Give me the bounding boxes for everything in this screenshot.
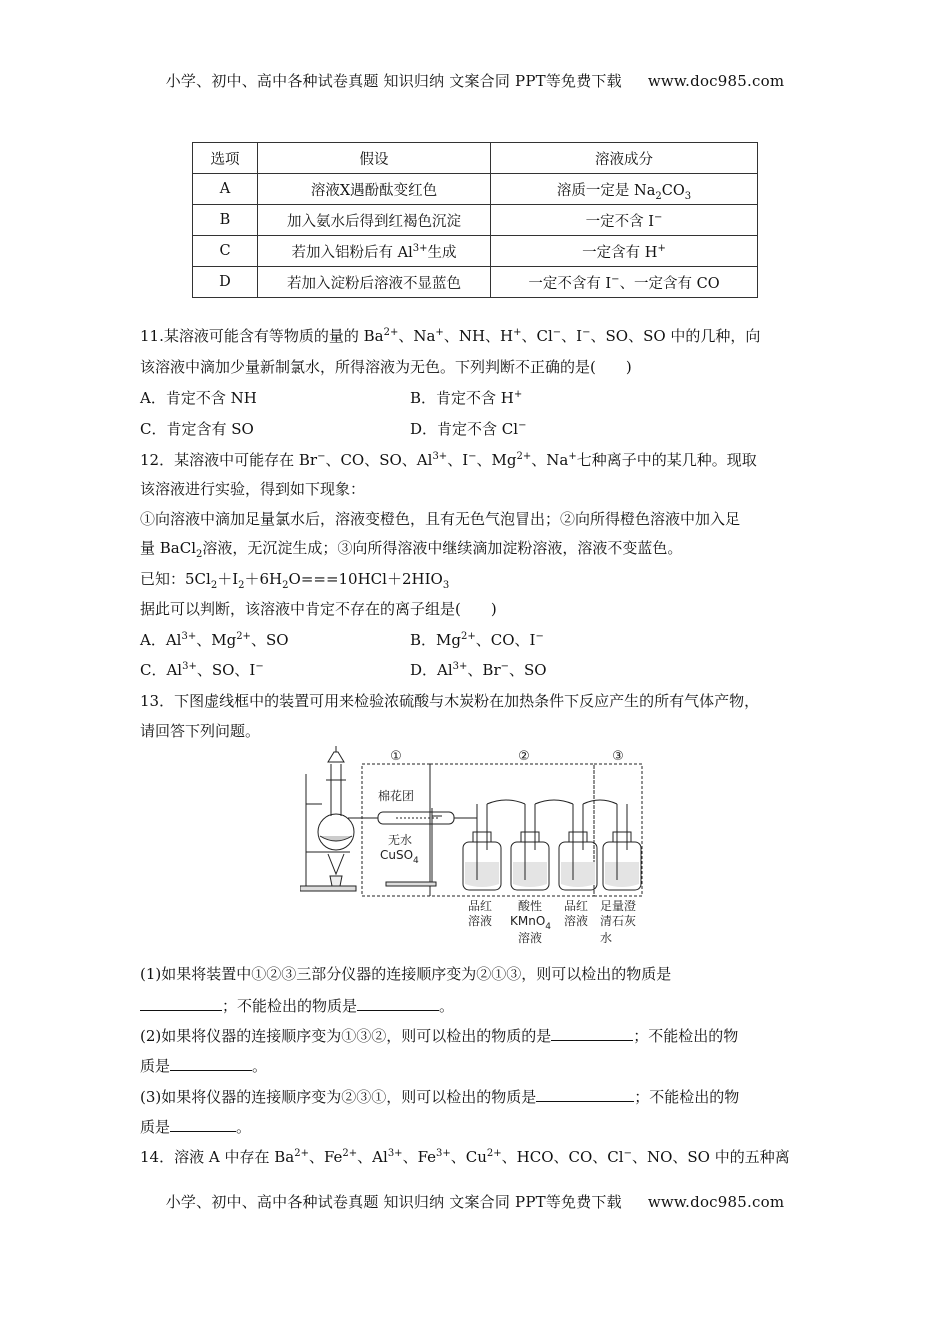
- bottle-2: [511, 804, 549, 890]
- row-hypothesis: 若加入铝粉后有 $Al^{3+}$生成: [258, 236, 491, 267]
- q11-option-a: A．肯定不含 NH: [140, 389, 257, 407]
- q12-option-b: B．$Mg^{2+}$、CO、I−: [410, 631, 544, 649]
- row-option: D: [193, 267, 258, 298]
- row-solution: 一定含有 H+: [491, 236, 758, 267]
- section-2-label: ②: [518, 749, 530, 764]
- q13-part1-line2: ；不能检出的物质是 。: [140, 995, 454, 1016]
- answer-blank[interactable]: [170, 1056, 252, 1071]
- bottle-4-label-line3: 水: [600, 931, 613, 945]
- q13-stem-line1: 13．下图虚线框中的装置可用来检验浓硫酸与木炭粉在加热条件下反应产生的所有气体产物，: [140, 692, 760, 710]
- page-footer: [0, 1191, 950, 1212]
- options-table: [192, 142, 758, 298]
- bottle-3-label-line2: 溶液: [564, 914, 589, 928]
- q12-option-c: C．$Al^{3+}$、SO、I−: [140, 661, 264, 679]
- bottle-2-label-line3: 溶液: [518, 931, 543, 945]
- q12-stem-line4: 量 BaCl$_2$溶液，无沉淀生成；③向所得溶液中继续滴加淀粉溶液，溶液不变蓝色。: [140, 539, 683, 560]
- table-row: [193, 267, 758, 298]
- bottle-1-label-line1: 品红: [468, 899, 493, 913]
- q13-part3-line2: 质是 。: [140, 1118, 252, 1136]
- cuso4-tube: [362, 808, 454, 886]
- q12-stem-line2: 该溶液进行实验，得到如下现象：: [140, 480, 366, 498]
- section-3-label: ③: [612, 749, 624, 764]
- row-option: A: [193, 174, 258, 205]
- row-hypothesis: 溶液X遇酚酞变红色: [258, 174, 491, 205]
- row-hypothesis: 若加入淀粉后溶液不显蓝色: [258, 267, 491, 298]
- q12-stem-line6: 据此可以判断，该溶液中肯定不存在的离子组是( ): [140, 600, 497, 618]
- q11-option-c: C．肯定含有 SO: [140, 420, 254, 438]
- col-header-solution: 溶液成分: [491, 143, 758, 174]
- row-solution: 溶质一定是 $Na_2CO_3$: [491, 174, 758, 205]
- row-solution: 一定不含有 I−、一定含有 CO: [491, 267, 758, 298]
- section-1-box: [362, 764, 430, 896]
- bottle-1: [463, 804, 501, 890]
- q12-known-equation: 已知：$5Cl_2+I_2+6H_2O===10HCl+2HIO_3$: [140, 570, 450, 591]
- answer-blank[interactable]: [140, 996, 222, 1011]
- q12-stem-line3: ①向溶液中滴加足量氯水后，溶液变橙色，且有无色气泡冒出；②向所得橙色溶液中加入足: [140, 510, 741, 528]
- answer-blank[interactable]: [357, 996, 439, 1011]
- page-header: [0, 70, 950, 91]
- q13-part1-line1: (1)如果将装置中①②③三部分仪器的连接顺序变为②①③，则可以检出的物质是: [140, 965, 672, 983]
- section-1-label: ①: [390, 749, 402, 764]
- answer-blank[interactable]: [551, 1026, 633, 1041]
- q11-stem-line2: 该溶液中滴加少量新制氯水，所得溶液为无色。下列判断不正确的是( ): [140, 358, 632, 376]
- q13-part2-line2: 质是 。: [140, 1057, 268, 1075]
- bottle-4-label-line2: 清石灰: [600, 914, 637, 928]
- table-row: [193, 205, 758, 236]
- col-header-option: 选项: [193, 143, 258, 174]
- q11-option-d: D．肯定不含 Cl−: [410, 420, 527, 438]
- table-row: [193, 236, 758, 267]
- row-hypothesis: 加入氨水后得到红褐色沉淀: [258, 205, 491, 236]
- row-option: B: [193, 205, 258, 236]
- bottle-1-label-line2: 溶液: [468, 914, 493, 928]
- table-header-row: [193, 143, 758, 174]
- q11-option-b: B．肯定不含 H+: [410, 389, 523, 407]
- q11-stem-line1: 11.某溶液可能含有等物质的量的 $Ba^{2+}$、Na+、NH、H+、Cl−、I−、SO、SO 中的几种，向: [140, 327, 761, 345]
- q12-option-d: D．$Al^{3+}$、Br−、SO: [410, 661, 547, 679]
- bottle-3: [559, 804, 597, 890]
- cuso4-label-line2: CuSO$_4$: [380, 848, 419, 866]
- bottle-2-label-line2: KMnO$_4$: [510, 914, 552, 932]
- q13-stem-line2: 请回答下列问题。: [140, 722, 261, 740]
- header-url[interactable]: www.doc985.com: [647, 72, 785, 90]
- col-header-hypothesis: 假设: [258, 143, 491, 174]
- answer-blank[interactable]: [170, 1117, 236, 1132]
- q12-stem-line1: 12．某溶液中可能存在 Br−、CO、SO、$Al^{3+}$、I−、$Mg^{2+}$、Na+七种离子中的某几种。现取: [140, 451, 757, 469]
- row-solution: 一定不含 I−: [491, 205, 758, 236]
- bottle-3-label-line1: 品红: [564, 899, 589, 913]
- q13-part2-line1: (2)如果将仪器的连接顺序变为①③②，则可以检出的物质的是 ；不能检出的物: [140, 1027, 739, 1045]
- apparatus-diagram: [300, 744, 650, 954]
- q13-part3-line1: (3)如果将仪器的连接顺序变为②③①，则可以检出的物质是 ；不能检出的物: [140, 1088, 740, 1106]
- answer-blank[interactable]: [536, 1087, 634, 1102]
- bottle-2-label-line1: 酸性: [518, 899, 543, 913]
- q14-stem-line1: 14．溶液 A 中存在 $Ba^{2+}$、$Fe^{2+}$、$Al^{3+}$、$Fe^{3+}$、$Cu^{2+}$、HCO、CO、Cl−、NO、SO 中的五种离: [140, 1148, 790, 1166]
- row-option: C: [193, 236, 258, 267]
- footer-text: 小学、初中、高中各种试卷真题 知识归纳 文案合同 PPT等免费下载: [165, 1193, 622, 1211]
- table-row: [193, 174, 758, 205]
- bottle-4-label-line1: 足量澄: [600, 899, 637, 913]
- cotton-label: 棉花团: [378, 789, 415, 803]
- header-text: 小学、初中、高中各种试卷真题 知识归纳 文案合同 PPT等免费下载: [165, 72, 622, 90]
- gas-generator: [300, 746, 362, 891]
- cuso4-label-line1: 无水: [388, 833, 413, 847]
- q12-option-a: A．$Al^{3+}$、$Mg^{2+}$、SO: [140, 631, 289, 649]
- footer-url[interactable]: www.doc985.com: [647, 1193, 785, 1211]
- bottle-4: [603, 804, 641, 890]
